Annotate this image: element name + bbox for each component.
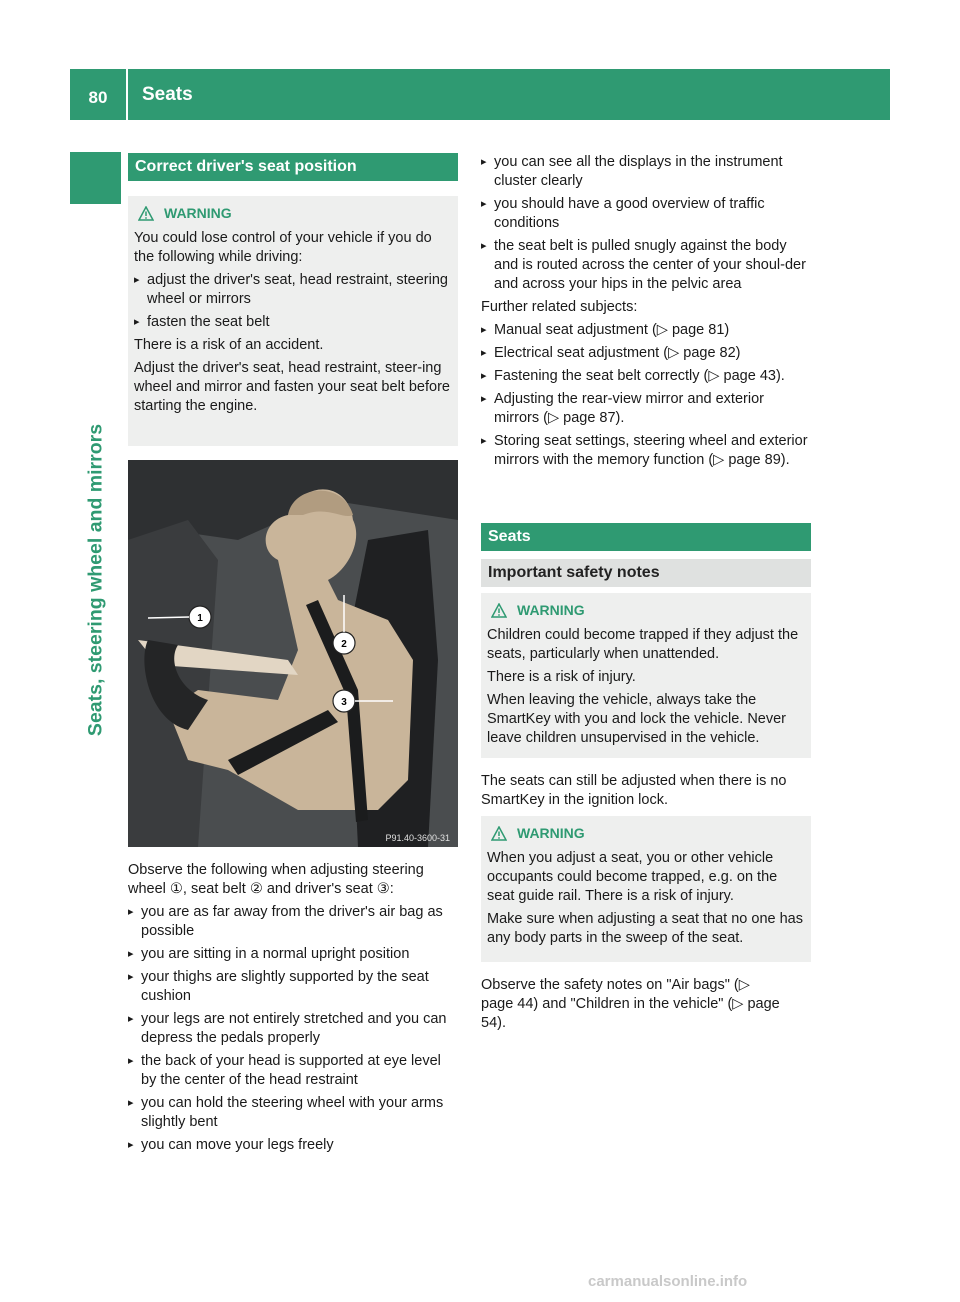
warning-triangle-icon — [138, 206, 154, 221]
observe-bullet: ▸ you can hold the steering wheel with your arms slightly bent — [128, 1094, 460, 1132]
closing-paragraph: Observe the safety notes on "Air bags" (▷ page 44) and "Children in the vehicle" (▷ page 54). — [481, 977, 780, 1031]
related-link[interactable]: ▸ Fastening the seat belt correctly (▷ page 43). — [481, 367, 813, 386]
side-tab-marker — [70, 152, 121, 204]
observe-bullet: ▸ your thighs are slightly supported by the seat cushion — [128, 968, 460, 1006]
chapter-title: Seats — [142, 84, 193, 105]
warning-text: There is a risk of injury. — [487, 669, 636, 685]
page-number: 80 — [70, 69, 128, 120]
observe-bullet: ▸ the seat belt is pulled snugly against the body and is routed across the center of your shoul-der and across your hips in the pelvic area — [481, 237, 813, 294]
warning-text: Make sure when adjusting a seat that no one has any body parts in the sweep of the seat. — [487, 911, 803, 946]
warning-label: WARNING — [517, 602, 585, 618]
warning-box-children — [481, 593, 811, 758]
smartkey-paragraph: The seats can still be adjusted when there is no SmartKey in the ignition lock. — [481, 773, 787, 808]
driver-seat-figure — [128, 460, 458, 847]
warning-text: Children could become trapped if they adjust the seats, particularly when unattended. — [487, 627, 799, 662]
watermark: carmanualsonline.info — [588, 1273, 748, 1290]
warning-box-driving — [128, 196, 458, 446]
callout-1: 1 — [197, 613, 203, 624]
callout-2: 2 — [341, 639, 347, 650]
warning-text: When you adjust a seat, you or other vehicle occupants could become trapped, e.g. on the seat guide rail. There is a risk of injury. — [487, 850, 778, 904]
section-heading-seats: Seats — [481, 523, 811, 551]
observe-bullet: ▸ you should have a good overview of traffic conditions — [481, 195, 813, 233]
figure-code: P91.40-3600-31 — [385, 833, 450, 843]
warning-instruction: Adjust the driver's seat, head restraint, steer-ing wheel and mirror and fasten your seat belt before starting the engine. — [134, 360, 450, 414]
right-top-text — [481, 153, 813, 474]
observe-bullet: ▸ you can move your legs freely — [128, 1136, 460, 1155]
observe-bullet: ▸ you are sitting in a normal upright position — [128, 945, 460, 964]
related-label: Further related subjects: — [481, 299, 638, 315]
related-link[interactable]: ▸ Electrical seat adjustment (▷ page 82) — [481, 344, 813, 363]
callout-3: 3 — [341, 697, 347, 708]
observe-intro: Observe the following when adjusting steering wheel ①, seat belt ② and driver's seat ③: — [128, 862, 424, 897]
warning-bullet: ▸ adjust the driver's seat, head restraint, steering wheel or mirrors — [134, 271, 452, 309]
warning-text: When leaving the vehicle, always take the SmartKey with you and lock the vehicle. Never leave children unsupervised in the vehicle. — [487, 692, 786, 746]
chapter-header-band — [70, 69, 890, 120]
warning-label: WARNING — [517, 825, 585, 841]
side-tab-label: Seats, steering wheel and mirrors — [84, 423, 107, 737]
observe-bullet: ▸ you can see all the displays in the instrument cluster clearly — [481, 153, 813, 191]
section-heading-correct-seat: Correct driver's seat position — [128, 153, 458, 181]
observe-bullet: ▸ your legs are not entirely stretched and you can depress the pedals properly — [128, 1010, 460, 1048]
related-link[interactable]: ▸ Storing seat settings, steering wheel and exterior mirrors with the memory function (▷ page 89). — [481, 432, 813, 470]
warning-bullet: ▸ fasten the seat belt — [134, 313, 452, 332]
related-link[interactable]: ▸ Manual seat adjustment (▷ page 81) — [481, 321, 813, 340]
warning-box-trapped — [481, 816, 811, 962]
warning-triangle-icon — [491, 603, 507, 618]
warning-risk: There is a risk of an accident. — [134, 337, 324, 353]
driver-seat-illustration — [128, 460, 458, 847]
observe-section — [128, 861, 460, 1159]
warning-intro: You could lose control of your vehicle if you do the following while driving: — [134, 230, 432, 265]
observe-bullet: ▸ you are as far away from the driver's air bag as possible — [128, 903, 460, 941]
subheading-safety-notes: Important safety notes — [481, 559, 811, 587]
related-link[interactable]: ▸ Adjusting the rear-view mirror and exterior mirrors (▷ page 87). — [481, 390, 813, 428]
warning-triangle-icon — [491, 826, 507, 841]
warning-label: WARNING — [164, 205, 232, 221]
observe-bullet: ▸ the back of your head is supported at eye level by the center of the head restraint — [128, 1052, 460, 1090]
